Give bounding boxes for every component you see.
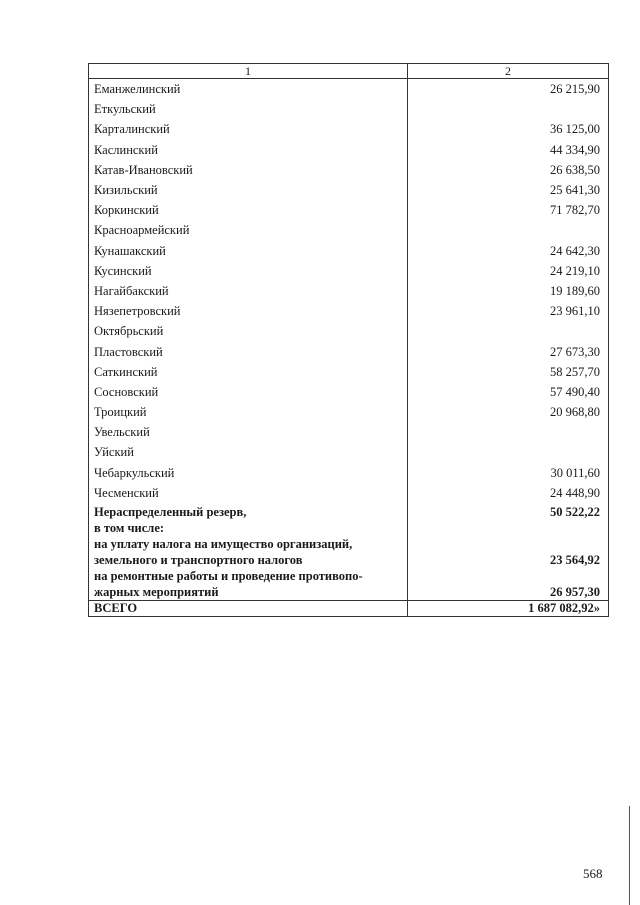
repairs-label-line2: жарных мероприятий: [94, 584, 219, 599]
reserve-value: 50 522,22: [408, 503, 609, 536]
district-name: Саткинский: [89, 362, 408, 382]
district-name: Еманжелинский: [89, 79, 408, 100]
taxes-value: 23 564,92: [408, 536, 609, 568]
scan-edge-line: [629, 806, 630, 905]
table-row: [89, 301, 609, 321]
table-row: [89, 442, 609, 462]
district-value: 26 638,50: [408, 160, 609, 180]
repairs-value: 26 957,30: [408, 568, 609, 601]
district-name: Кусинский: [89, 261, 408, 281]
district-value: 57 490,40: [408, 382, 609, 402]
district-value: 71 782,70: [408, 200, 609, 220]
table-row: [89, 382, 609, 402]
reserve-label-line1: Нераспределенный резерв,: [94, 504, 247, 519]
district-value: [408, 422, 609, 442]
district-name: Красноармейский: [89, 220, 408, 240]
table-row: [89, 402, 609, 422]
table-body: [89, 79, 609, 617]
district-name: Карталинский: [89, 119, 408, 139]
district-value: [408, 99, 609, 119]
total-row: [89, 600, 609, 616]
district-value: 26 215,90: [408, 79, 609, 100]
reserve-sub-row-taxes: [89, 536, 609, 568]
district-name: Чесменский: [89, 483, 408, 503]
district-name: Пластовский: [89, 341, 408, 361]
district-value: [408, 220, 609, 240]
district-name: Октябрьский: [89, 321, 408, 341]
district-value: 25 641,30: [408, 180, 609, 200]
district-name: Коркинский: [89, 200, 408, 220]
district-value: [408, 442, 609, 462]
table-row: [89, 220, 609, 240]
district-name: Кунашакский: [89, 241, 408, 261]
reserve-label-line2: в том числе:: [94, 520, 165, 535]
budget-table: [88, 63, 609, 617]
district-value: 30 011,60: [408, 463, 609, 483]
column-header-1: 1: [89, 64, 408, 79]
district-value: 23 961,10: [408, 301, 609, 321]
table-row: [89, 422, 609, 442]
table-row: [89, 99, 609, 119]
district-value: 19 189,60: [408, 281, 609, 301]
taxes-label-line1: на уплату налога на имущество организаций,: [94, 536, 353, 551]
total-label: ВСЕГО: [89, 600, 408, 616]
district-value: 24 642,30: [408, 241, 609, 261]
district-name: Уйский: [89, 442, 408, 462]
column-header-2: 2: [408, 64, 609, 79]
table-row: [89, 119, 609, 139]
table-row: [89, 261, 609, 281]
table-row: [89, 180, 609, 200]
district-name: Чебаркульский: [89, 463, 408, 483]
district-value: 24 448,90: [408, 483, 609, 503]
table-row: [89, 463, 609, 483]
reserve-row: [89, 503, 609, 536]
district-value: 27 673,30: [408, 341, 609, 361]
district-name: Нязепетровский: [89, 301, 408, 321]
district-value: 20 968,80: [408, 402, 609, 422]
taxes-label-line2: земельного и транспортного налогов: [94, 552, 303, 567]
table-row: [89, 241, 609, 261]
table-row: [89, 79, 609, 100]
table-row: [89, 160, 609, 180]
total-value: 1 687 082,92»: [408, 600, 609, 616]
district-name: Еткульский: [89, 99, 408, 119]
district-name: Троицкий: [89, 402, 408, 422]
district-name: Сосновский: [89, 382, 408, 402]
district-name: Увельский: [89, 422, 408, 442]
table-header-row: [89, 64, 609, 79]
district-name: Каслинский: [89, 140, 408, 160]
district-value: 24 219,10: [408, 261, 609, 281]
district-name: Кизильский: [89, 180, 408, 200]
table-row: [89, 341, 609, 361]
repairs-label-line1: на ремонтные работы и проведение противопо-: [94, 568, 363, 583]
district-name: Нагайбакский: [89, 281, 408, 301]
table-row: [89, 362, 609, 382]
page-number: 568: [583, 866, 603, 881]
table-row: [89, 321, 609, 341]
table-row: [89, 281, 609, 301]
reserve-sub-row-repairs: [89, 568, 609, 601]
district-value: 44 334,90: [408, 140, 609, 160]
table-row: [89, 483, 609, 503]
table-row: [89, 200, 609, 220]
district-value: [408, 321, 609, 341]
district-value: 36 125,00: [408, 119, 609, 139]
table-row: [89, 140, 609, 160]
district-value: 58 257,70: [408, 362, 609, 382]
district-name: Катав-Ивановский: [89, 160, 408, 180]
